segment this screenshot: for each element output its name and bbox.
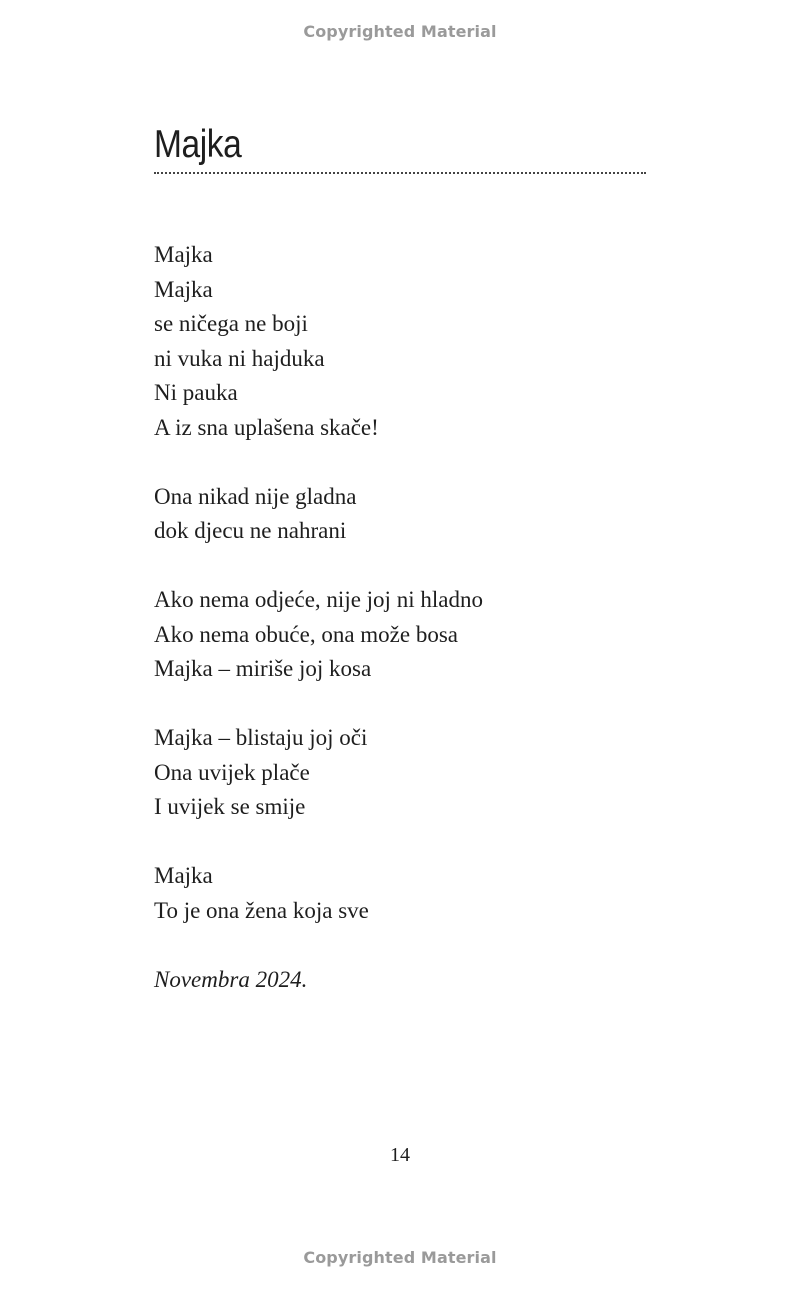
poem-line: Majka — [154, 242, 213, 267]
poem-line: Ako nema obuće, ona može bosa — [154, 621, 459, 647]
poem-title: Majka — [154, 123, 242, 166]
poem-line: Ako nema odjeće, nije joj ni hladno — [154, 587, 483, 612]
poem-line: Majka — [154, 863, 213, 888]
stanza-3 — [154, 583, 654, 687]
copyright-watermark-top: Copyrighted Material — [303, 22, 497, 41]
stanza-2 — [154, 480, 654, 549]
poem-line: Majka — [154, 276, 213, 302]
poem-line: To je ona žena koja sve — [154, 897, 369, 923]
poem-line: dok djecu ne nahrani — [154, 518, 347, 543]
stanza-5 — [154, 859, 654, 928]
stanza-gap — [154, 928, 654, 963]
poem-line: Majka – miriše joj kosa — [154, 656, 372, 681]
title-dotted-rule — [154, 172, 646, 174]
stanza-gap — [154, 445, 654, 480]
stanza-gap — [154, 687, 654, 722]
poem-line: A iz sna uplašena skače! — [154, 414, 379, 440]
poem-body — [154, 238, 654, 997]
poem-line: Ni pauka — [154, 380, 238, 405]
poem-line: se ničega ne boji — [154, 311, 308, 336]
poem-line: Ona uvijek plače — [154, 759, 310, 785]
poem-line: ni vuka ni hajduka — [154, 345, 325, 371]
poem-line: Majka – blistaju joj oči — [154, 725, 368, 750]
stanza-gap — [154, 825, 654, 860]
page-number: 14 — [390, 1144, 410, 1166]
poem-date-signature: Novembra 2024. — [154, 966, 308, 992]
copyright-watermark-bottom: Copyrighted Material — [303, 1248, 497, 1267]
poem-line: Ona nikad nije gladna — [154, 483, 357, 509]
stanza-4 — [154, 721, 654, 825]
stanza-gap — [154, 549, 654, 584]
stanza-1 — [154, 238, 654, 445]
poem-line: I uvijek se smije — [154, 794, 306, 819]
